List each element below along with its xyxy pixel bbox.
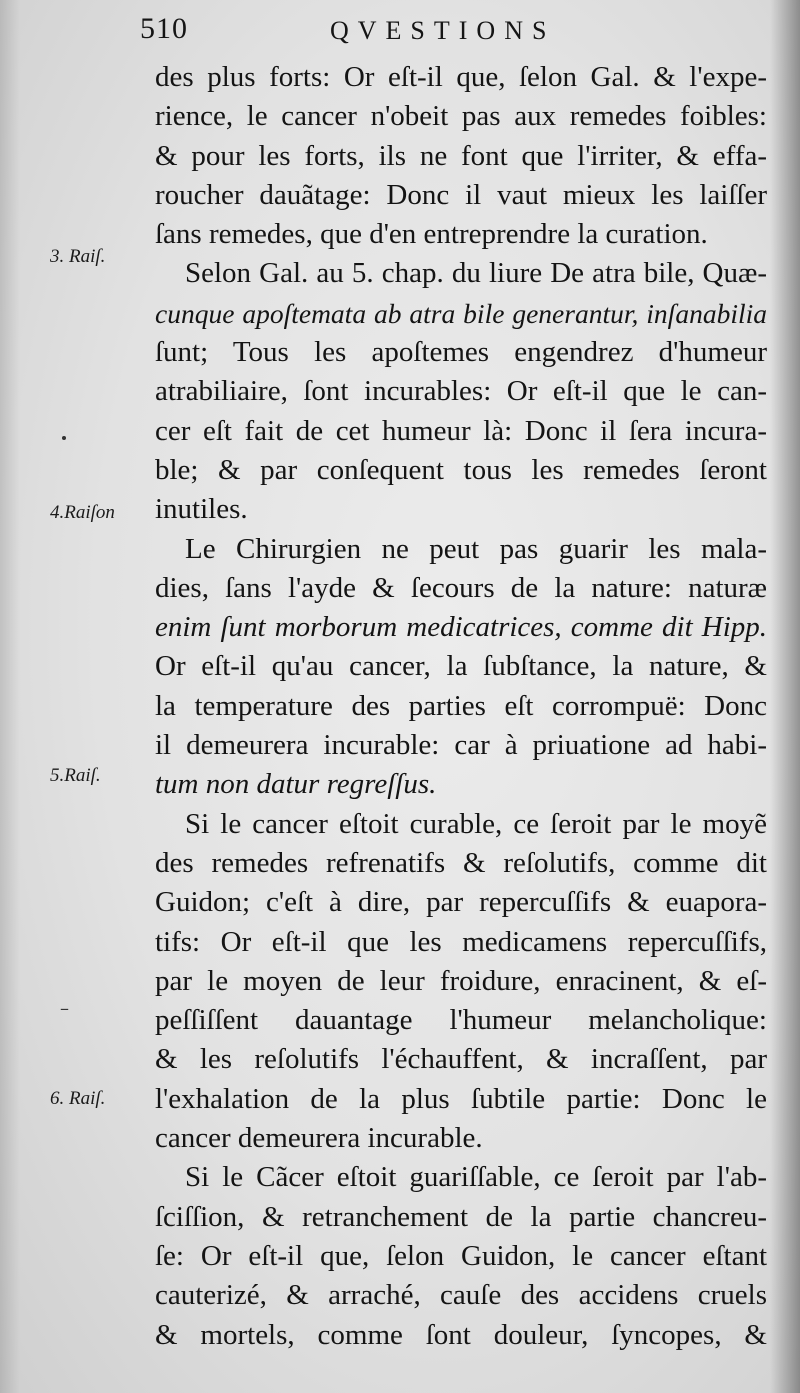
text-line: des plus forts: Or eſt-il que, ſelon Gal. & l'expe-: [155, 61, 767, 93]
text-line: peſſiſſent dauantage l'humeur melancholique:: [155, 1004, 767, 1037]
text-line: ſans remedes, que d'en entreprendre la curation.: [155, 218, 708, 251]
margin-note-6: 6. Raiſ.: [50, 1088, 106, 1109]
margin-note-4: 4.Raiſon: [50, 502, 115, 523]
text-line: cancer demeurera incurable.: [155, 1122, 483, 1155]
margin-note-5: 5.Raiſ.: [50, 765, 101, 786]
text-line: ſe: Or eſt-il que, ſelon Guidon, le cancer eſtant: [155, 1239, 767, 1272]
text-line: rience, le cancer n'obeit pas aux remedes foibles:: [155, 100, 767, 133]
text-line: Si le Cãcer eſtoit guariſſable, ce ſeroit par l'ab-: [185, 1161, 767, 1194]
text-line: ſciſſion, & retranchement de la partie chancreu-: [155, 1200, 767, 1233]
paragraph-2: [155, 254, 767, 529]
text-line: & les reſolutifs l'échauffent, & incraſſent, par: [155, 1043, 767, 1076]
paragraph-3: [155, 530, 767, 805]
text-line: par le moyen de leur froidure, enracinent, & eſ-: [155, 964, 767, 997]
text-line: ble; & par conſequent tous les remedes ſeront: [155, 453, 767, 486]
text-line: atrabiliaire, ſont incurables: Or eſt-il que le can-: [155, 375, 767, 408]
page-header: [0, 12, 800, 52]
gutter-shadow: [0, 0, 20, 1393]
text-line: & pour les forts, ils ne font que l'irriter, & effa-: [155, 139, 767, 172]
margin-mark: –: [60, 998, 69, 1019]
text-line: Or eſt-il qu'au cancer, la ſubſtance, la nature, &: [155, 650, 767, 683]
text-line: tifs: Or eſt-il que les medicamens repercuſſifs,: [155, 925, 767, 958]
text-line: Si le cancer eſtoit curable, ce ſeroit par le moyẽ: [185, 807, 767, 840]
text-line: des remedes refrenatifs & reſolutifs, comme dit: [155, 846, 767, 879]
text-line: la temperature des parties eſt corrompuë: Donc: [155, 689, 767, 722]
paragraph-5: [155, 1158, 767, 1354]
text-line: roucher dauãtage: Donc il vaut mieux les laiſſer: [155, 178, 767, 211]
text-line: cauterizé, & arraché, cauſe des accidens cruels: [155, 1279, 767, 1312]
text-line: dies, ſans l'ayde & ſecours de la nature: naturæ: [155, 571, 767, 604]
margin-dot: [62, 436, 66, 440]
text-line: cunque apoſtemata ab atra bile generantur, inſanabilia: [155, 297, 767, 329]
paragraph-1: [155, 58, 767, 254]
paragraph-4: [155, 805, 767, 1159]
text-line: cer eſt fait de cet humeur là: Donc il ſera incura-: [155, 414, 767, 447]
running-title: QVESTIONS: [330, 16, 556, 45]
text-line: & mortels, comme ſont douleur, ſyncopes, &: [155, 1318, 767, 1351]
text-line: tum non datur regreſſus.: [155, 768, 437, 801]
text-line: ſunt; Tous les apoſtemes engendrez d'humeur: [155, 336, 767, 369]
margin-note-3: 3. Raiſ.: [50, 246, 106, 267]
text-line: Selon Gal. au 5. chap. du liure De atra bile, Quæ-: [185, 257, 767, 290]
body-text: [155, 58, 767, 1355]
page-number: 510: [140, 12, 188, 45]
text-line: enim ſunt morborum medicatrices, comme dit Hipp.: [155, 611, 767, 644]
text-line: l'exhalation de la plus ſubtile partie: Donc le: [155, 1082, 767, 1115]
text-line: il demeurera incurable: car à priuatione ad habi-: [155, 729, 767, 762]
page-edge-shadow: [770, 0, 800, 1393]
text-line: Guidon; c'eſt à dire, par repercuſſifs & euapora-: [155, 886, 767, 919]
text-line: Le Chirurgien ne peut pas guarir les mala-: [185, 532, 767, 565]
text-line: inutiles.: [155, 493, 248, 526]
